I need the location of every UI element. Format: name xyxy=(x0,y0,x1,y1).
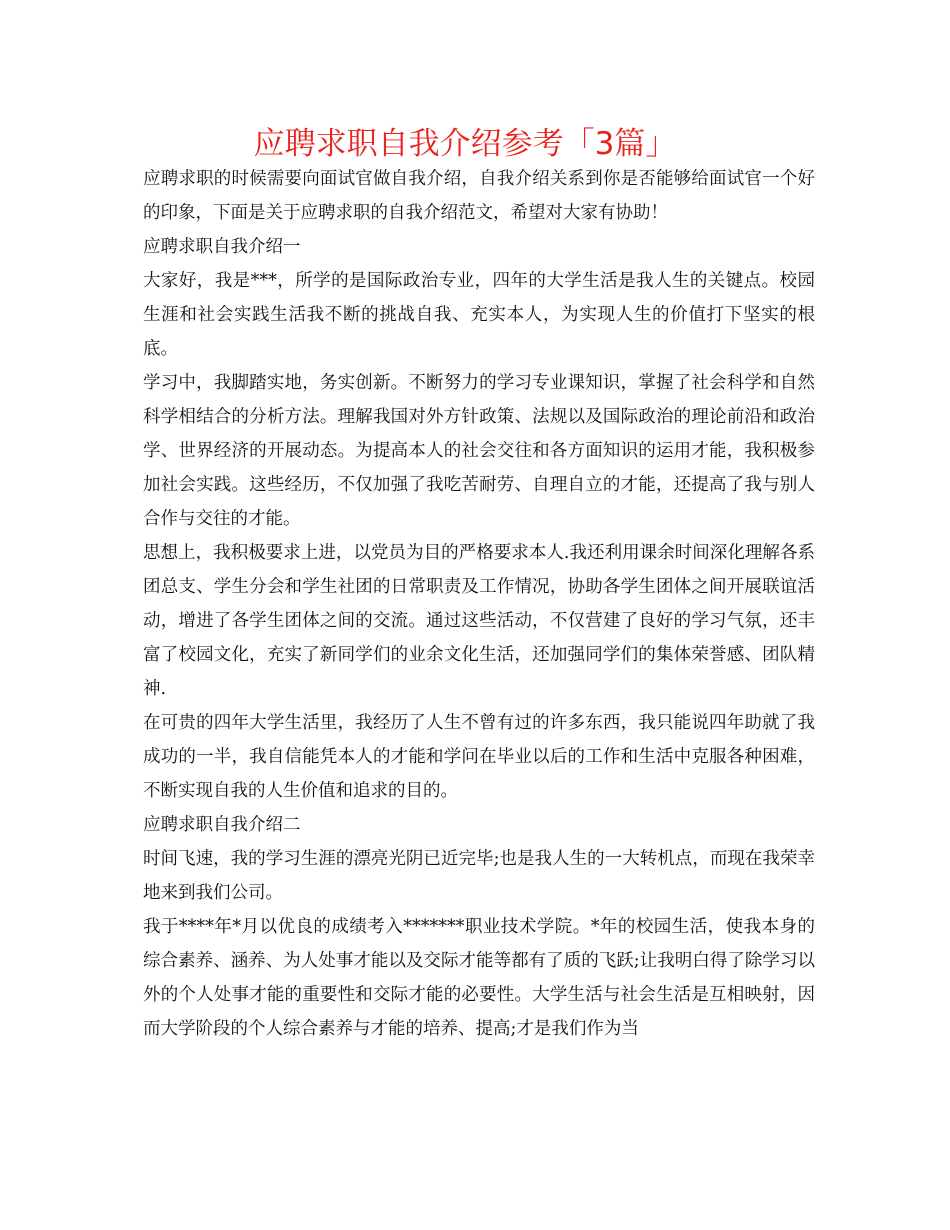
body-paragraph: 学习中，我脚踏实地，务实创新。不断努力的学习专业课知识，掌握了社会科学和自然科学相结合的分析方法。理解我国对外方针政策、法规以及国际政治的理论前沿和政治学、世界经济的开展动态。为提高本人的社会交往和各方面知识的运用才能，我积极参加社会实践。这些经历，不仅加强了我吃苦耐劳、自理自立的才能，还提高了我与别人合作与交往的才能。 xyxy=(143,373,815,529)
body-paragraph: 时间飞速，我的学习生涯的漂亮光阴已近完毕;也是我人生的一大转机点，而现在我荣幸地来到我们公司。 xyxy=(143,849,815,903)
body-paragraph: 在可贵的四年大学生活里，我经历了人生不曾有过的许多东西，我只能说四年助就了我成功的一半，我自信能凭本人的才能和学问在毕业以后的工作和生活中克服各种困难，不断实现自我的人生价值和追求的目的。 xyxy=(143,713,815,801)
document-title: 应聘求职自我介绍参考「3篇」 xyxy=(253,126,677,162)
section-heading-1: 应聘求职自我介绍一 xyxy=(143,237,301,257)
body-paragraph: 我于****年*月以优良的成绩考入*******职业技术学院。*年的校园生活，使我本身的综合素养、涵养、为人处事才能以及交际才能等都有了质的飞跃;让我明白得了除学习以外的个人处事才能的重要性和交际才能的必要性。大学生活与社会生活是互相映射，因而大学阶段的个人综合素养与才能的培养、提高;才是我们作为当 xyxy=(143,917,815,1039)
body-paragraph: 思想上，我积极要求上进，以党员为目的严格要求本人.我还利用课余时间深化理解各系团总支、学生分会和学生社团的日常职责及工作情况，协助各学生团体之间开展联谊活动，增进了各学生团体之间的交流。通过这些活动，不仅营建了良好的学习气氛，还丰富了校园文化，充实了新同学们的业余文化生活，还加强同学们的集体荣誉感、团队精神. xyxy=(143,543,815,699)
body-paragraph: 大家好，我是***，所学的是国际政治专业，四年的大学生活是我人生的关键点。校园生涯和社会实践生活我不断的挑战自我、充实本人，为实现人生的价值打下坚实的根底。 xyxy=(143,271,815,359)
document-body xyxy=(143,162,815,1046)
intro-paragraph: 应聘求职的时候需要向面试官做自我介绍，自我介绍关系到你是否能够给面试官一个好的印象，下面是关于应聘求职的自我介绍范文，希望对大家有协助！ xyxy=(143,169,815,223)
section-heading-2: 应聘求职自我介绍二 xyxy=(143,815,301,835)
